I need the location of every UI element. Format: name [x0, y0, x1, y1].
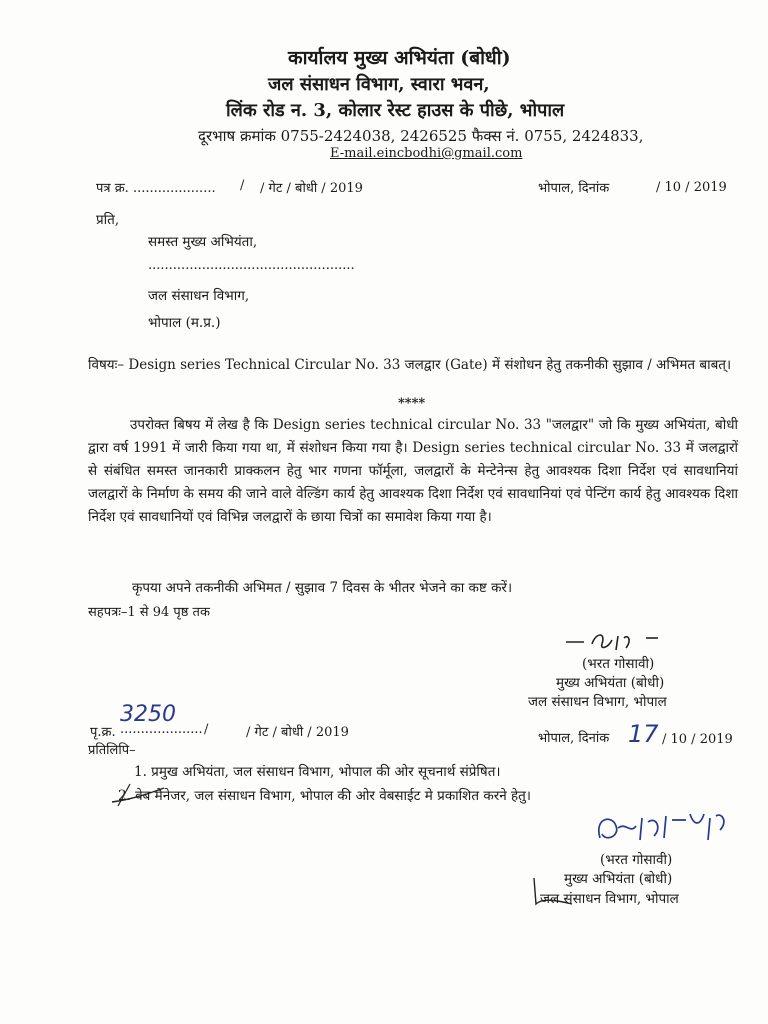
- endorsement-label: पृ.क्र.: [90, 725, 116, 740]
- recipient-city: भोपाल (म.प्र.): [148, 315, 221, 331]
- letter-gate-ref: / गेट / बोधी / 2019: [260, 181, 363, 196]
- letter-place-date: भोपाल, दिनांक: [538, 181, 610, 196]
- endorsement-gate-ref: / गेट / बोधी / 2019: [246, 725, 349, 740]
- endorsement-place-date: भोपाल, दिनांक: [538, 731, 610, 746]
- body-request: कृपया अपने तकनीकी अभिमत / सुझाव 7 दिवस के भीतर भेजने का कष्ट करें।: [132, 580, 513, 596]
- subject-separator: ****: [398, 396, 426, 411]
- recipient-dept: जल संसाधन विभाग,: [148, 288, 250, 304]
- signature-2-dept: जल संसाधन विभाग, भोपाल: [540, 891, 679, 907]
- endorsement-number-handwritten: 3250: [120, 702, 176, 727]
- signature-2-dept-pen-mark: [526, 874, 576, 910]
- endorsement-day-handwritten: 17: [628, 720, 659, 748]
- subject-line: विषयः– Design series Technical Circular No. 33 जलद्वार (Gate) में संशोधन हेतु तकनीकी सुझाव / अभिमत बाबत्।: [88, 357, 732, 373]
- signature-2-scribble: [590, 808, 750, 852]
- copy-item-1: 1. प्रमुख अभियंता, जल संसाधन विभाग, भोपाल की ओर सूचनार्थ संप्रेषित।: [134, 764, 501, 780]
- signature-1-name: (भरत गोसावी): [582, 656, 655, 672]
- copy-item-2: 2. वेब मैनेजर, जल संसाधन विभाग, भोपाल की ओर वेबसाईट मे प्रकाशित करने हेतु।: [118, 788, 531, 804]
- endorsement-dots: ....................: [120, 722, 203, 737]
- body-paragraph: उपरोक्त बिषय में लेख है कि Design series technical circular No. 33 "जलद्वार" जो कि मुख्य अभियंता, बोधी द्वारा वर्ष 1991 में जारी किया गया था, में संशोधन किया गया है। Design series technical circular No. 33 में जलद्वारों से संबंधित समस्त जानकारी प्राक्कलन हेतु भार गणना फॉर्मूला, जलद्वारों के मेन्टेनेन्स हेतु आवश्यक दिशा निर्देश एवं सावधानियां जलद्वारों के निर्माण के समय की जाने वाले वेल्डिंग कार्य हेतु आवश्यक दिशा निर्देश एवं सावधानियां एवं पेन्टिंग कार्य हेतु आवश्यक दिशा निर्देश एवं सावधानियों एवं विभिन्न जलद्वारों के छाया चित्रों का समावेश किया गया है।: [88, 417, 738, 525]
- letter-number: पत्र क्र. ....................: [96, 181, 216, 196]
- signature-2-name: (भरत गोसावी): [600, 852, 673, 868]
- signature-1-dept: जल संसाधन विभाग, भोपाल: [528, 694, 667, 710]
- letterhead-line2: जल संसाधन विभाग, स्वारा भवन,: [268, 74, 490, 95]
- recipient-prati: प्रति,: [96, 212, 120, 228]
- enclosure-note: सहपत्रः–1 से 94 पृष्ठ तक: [88, 605, 210, 620]
- signature-1-title: मुख्य अभियंता (बोधी): [556, 675, 665, 691]
- letterhead-email: E-mail.eincbodhi@gmail.com: [330, 146, 523, 161]
- letterhead-line3: लिंक रोड न. 3, कोलार रेस्ट हाउस के पीछे, भोपाल: [226, 100, 565, 121]
- recipient-name: समस्त मुख्य अभियंता,: [148, 234, 258, 250]
- signature-2-title: मुख्य अभियंता (बोधी): [564, 871, 673, 887]
- endorsement-date: / 10 / 2019: [662, 732, 733, 747]
- letter-date: / 10 / 2019: [656, 180, 727, 195]
- copy-item-2-pen-mark: [108, 780, 168, 810]
- letterhead-contact: दूरभाष क्रमांक 0755-2424038, 2426525 फैक्स नं. 0755, 2424833,: [198, 127, 644, 145]
- recipient-dots: ..................................................: [148, 258, 355, 273]
- letterhead-line1: कार्यालय मुख्य अभियंता (बोधी): [288, 47, 511, 69]
- letter-number-slash: /: [240, 178, 245, 193]
- signature-1-scribble: [562, 628, 712, 656]
- endorsement-slash: /: [204, 722, 209, 737]
- copy-label: प्रतिलिपि–: [88, 743, 136, 758]
